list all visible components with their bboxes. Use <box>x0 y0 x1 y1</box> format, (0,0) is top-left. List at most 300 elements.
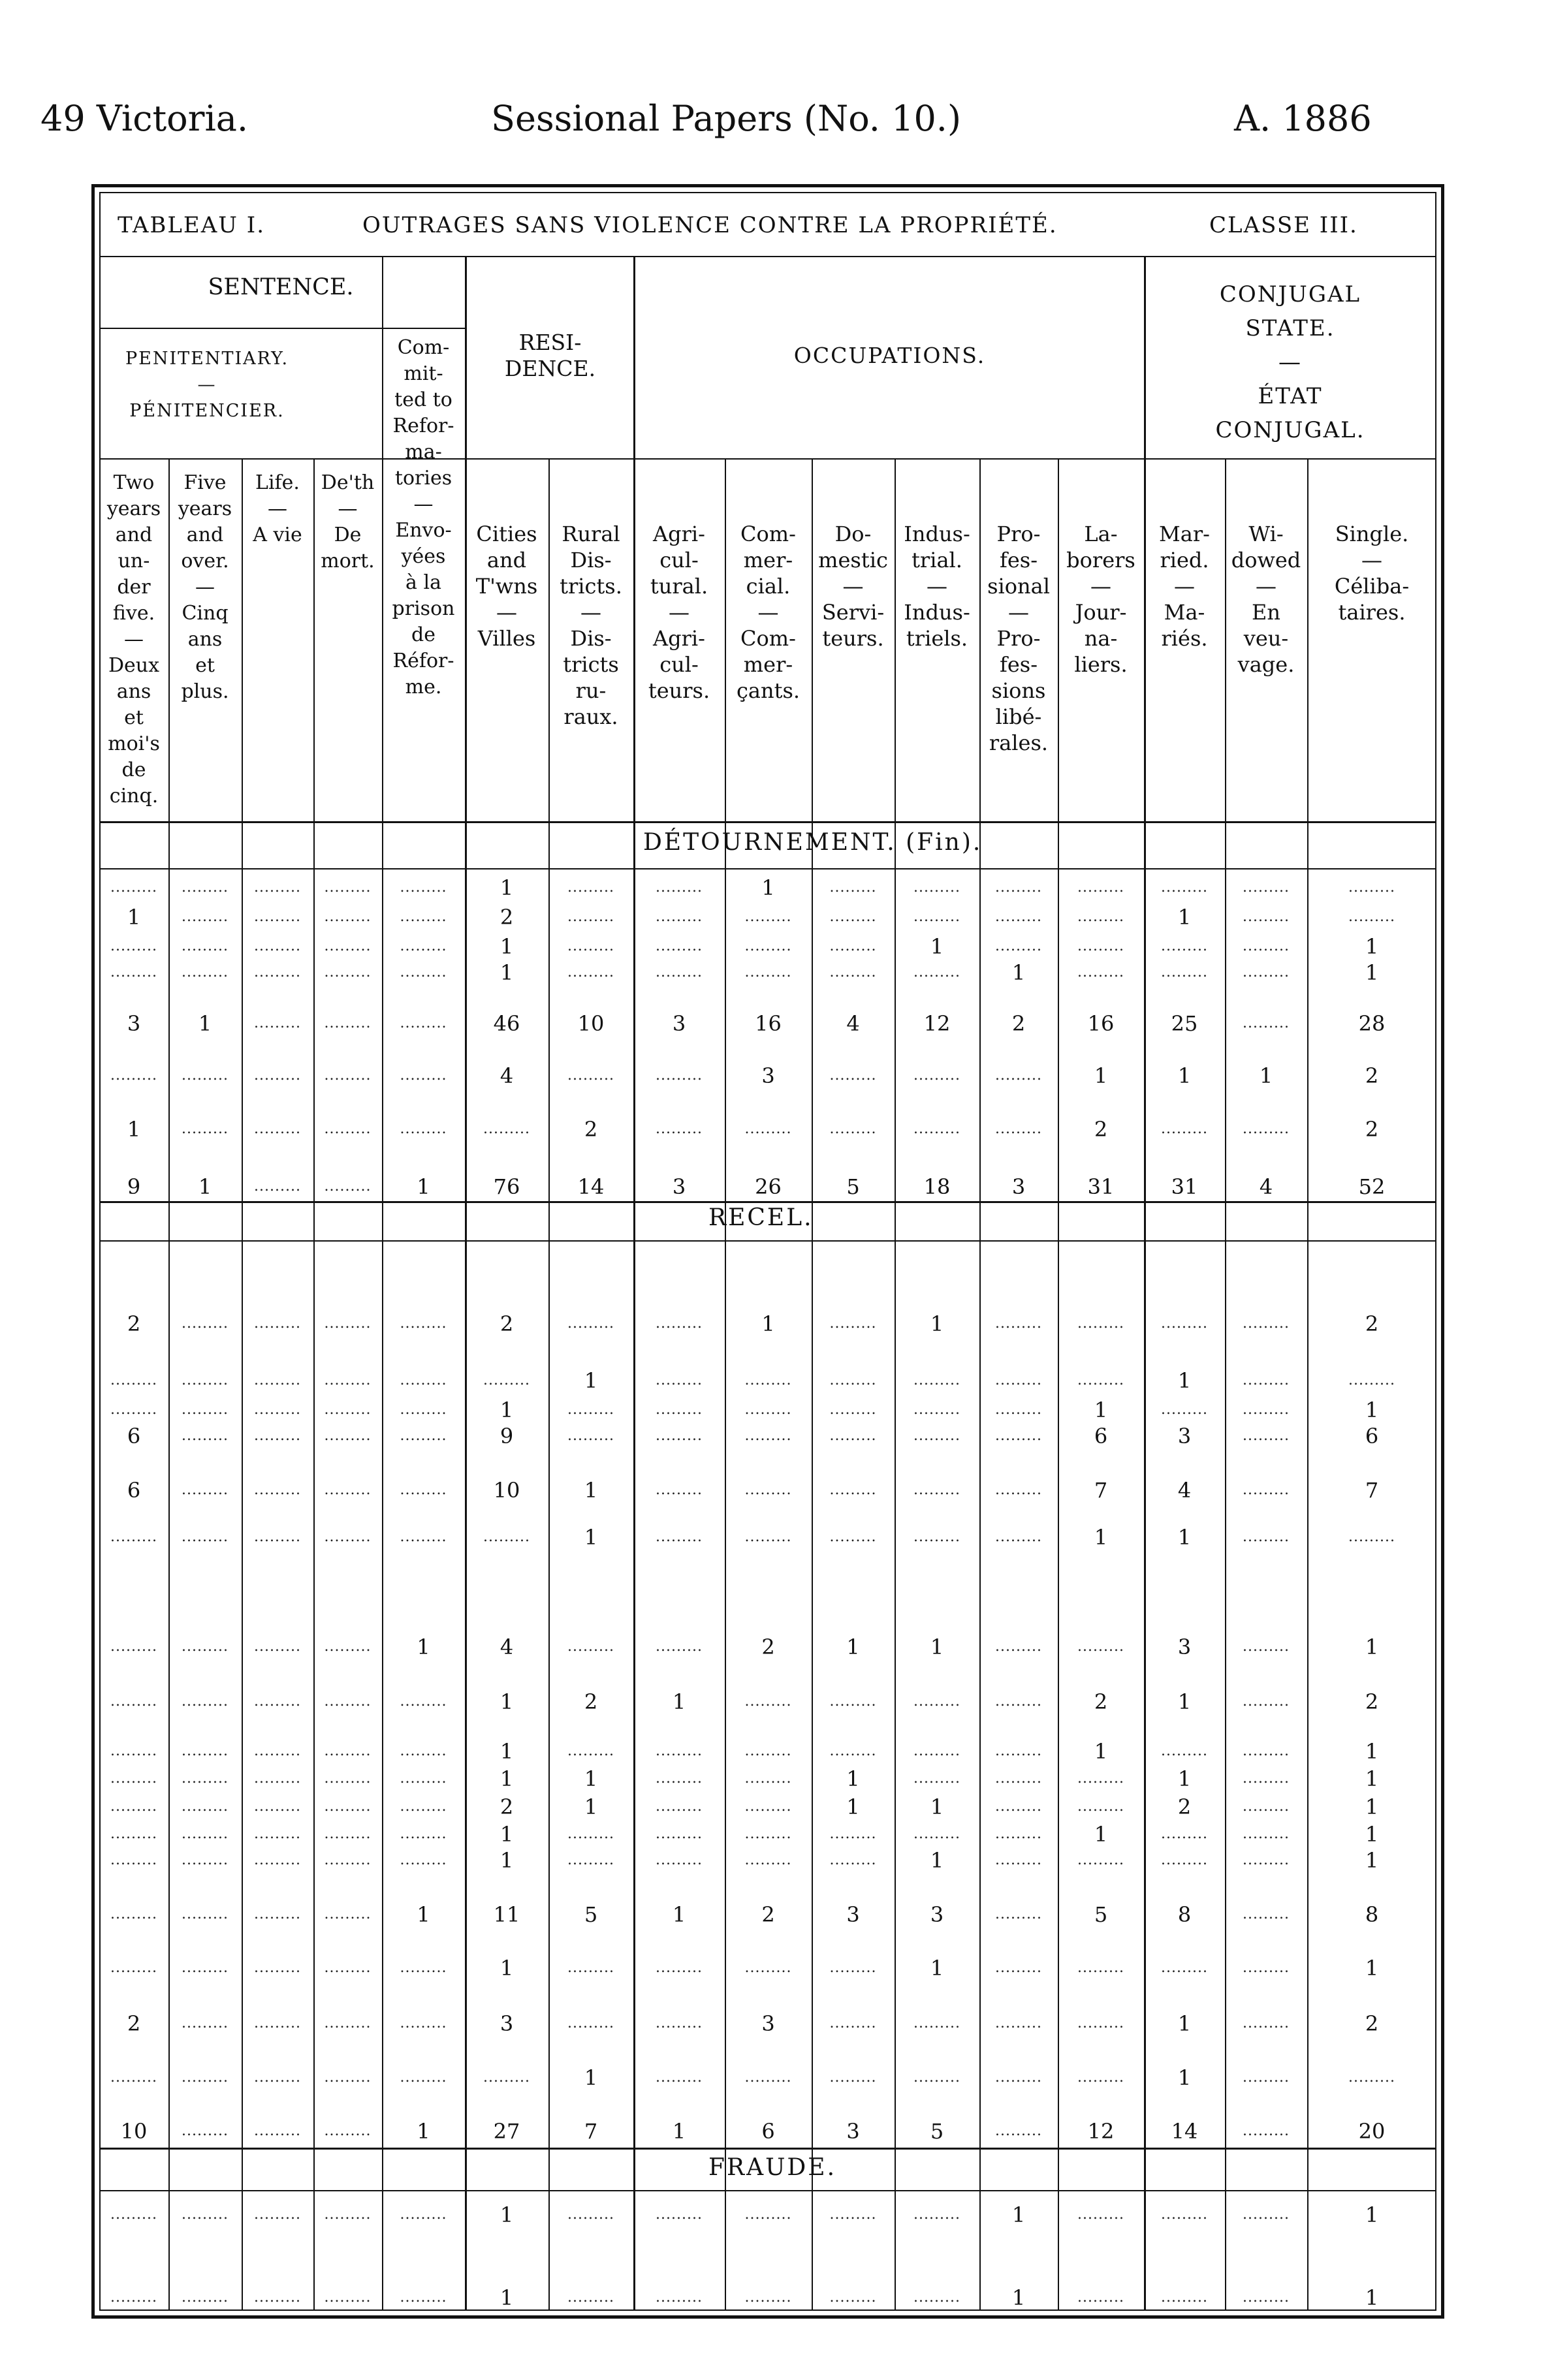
table-cell: ......... <box>567 1743 614 1759</box>
table-cell: ......... <box>744 2206 792 2223</box>
table-cell: ......... <box>567 2206 614 2223</box>
table-cell: ......... <box>182 1482 229 1498</box>
column-rule <box>465 256 467 2311</box>
table-cell: 1 <box>1365 1848 1379 1873</box>
table-cell: 1 <box>1365 1822 1379 1847</box>
table-cell: 1 <box>1094 1525 1108 1550</box>
header-left: 49 Victoria. <box>40 98 249 139</box>
table-cell: 2 <box>1365 1311 1379 1336</box>
table-cell: 10 <box>120 2119 148 2144</box>
table-cell: ......... <box>995 1960 1042 1976</box>
table-cell: 1 <box>417 1902 430 1927</box>
table-cell: ......... <box>744 1482 792 1498</box>
header-right: A. 1886 <box>1234 98 1372 139</box>
column-header-comm: Com- mer- cial. — Com- mer- çants. <box>736 522 801 703</box>
table-cell: ......... <box>324 1826 372 1842</box>
table-cell: 2 <box>1365 1117 1379 1142</box>
table-cell: ......... <box>656 1315 703 1332</box>
table-cell: ......... <box>744 1960 792 1976</box>
table-cell: 1 <box>500 1689 514 1714</box>
table-cell: 6 <box>1365 1424 1379 1448</box>
table-cell: ......... <box>110 2069 157 2086</box>
table-cell: ......... <box>324 1178 372 1195</box>
table-cell: 3 <box>1177 1635 1192 1659</box>
group-penitentiary: PENITENTIARY. — PÉNITENCIER. <box>125 349 289 421</box>
table-cell: ......... <box>254 1826 301 1842</box>
table-cell: ......... <box>567 938 614 954</box>
table-cell: 1 <box>1365 1635 1379 1659</box>
table-cell: ......... <box>656 1960 703 1976</box>
table-cell: ......... <box>110 964 157 980</box>
table-cell: ......... <box>1077 2015 1124 2031</box>
table-cell: ......... <box>254 1529 301 1545</box>
table-cell: ......... <box>254 2069 301 2086</box>
table-cell: ......... <box>656 1067 703 1084</box>
table-cell: ......... <box>324 1372 372 1388</box>
table-cell: 2 <box>1177 1794 1192 1819</box>
column-rule <box>242 458 243 2311</box>
table-cell: ......... <box>913 1770 960 1787</box>
table-cell: ......... <box>110 1693 157 1710</box>
table-cell: 1 <box>761 1311 775 1336</box>
table-cell: ......... <box>744 1121 792 1137</box>
table-cell: 6 <box>127 1478 141 1503</box>
table-cell: 1 <box>1365 934 1379 959</box>
table-cell: ......... <box>182 2069 229 2086</box>
table-cell: ......... <box>254 909 301 925</box>
table-cell: ......... <box>995 1693 1042 1710</box>
table-cell: ......... <box>324 1798 372 1815</box>
table-cell: ......... <box>254 1372 301 1388</box>
table-cell: ......... <box>1243 2206 1290 2223</box>
table-cell: ......... <box>324 1960 372 1976</box>
table-cell: ......... <box>829 1401 877 1418</box>
table-cell: ......... <box>1243 1401 1290 1418</box>
column-rule <box>633 256 635 2311</box>
table-cell: ......... <box>995 1826 1042 1842</box>
table-cell: ......... <box>913 1693 960 1710</box>
table-cell: ......... <box>744 1529 792 1545</box>
table-cell: 1 <box>1365 2202 1379 2227</box>
table-cell: 18 <box>923 1174 951 1199</box>
table-cell: 1 <box>930 1635 944 1659</box>
table-cell: 3 <box>1011 1174 1026 1199</box>
table-cell: ......... <box>995 938 1042 954</box>
table-cell: ......... <box>567 1428 614 1444</box>
table-cell: ......... <box>110 2206 157 2223</box>
table-cell: 5 <box>584 1902 598 1927</box>
table-cell: 2 <box>1365 2011 1379 2036</box>
table-cell: ......... <box>1348 2069 1395 2086</box>
table-cell: 3 <box>846 1902 860 1927</box>
table-cell: 2 <box>500 905 514 930</box>
table-cell: ......... <box>324 1770 372 1787</box>
group-occupations: OCCUPATIONS. <box>793 343 986 368</box>
table-cell: ......... <box>254 2206 301 2223</box>
table-cell: 10 <box>493 1478 520 1503</box>
table-cell: 5 <box>846 1174 860 1199</box>
table-cell: ......... <box>829 1826 877 1842</box>
table-cell: 1 <box>1365 1766 1379 1791</box>
table-cell: 1 <box>930 1956 944 1981</box>
table-cell: ......... <box>1161 1743 1208 1759</box>
table-cell: 1 <box>1011 2285 1026 2310</box>
table-cell: ......... <box>1077 2289 1124 2306</box>
table-cell: ......... <box>110 1770 157 1787</box>
table-cell: ......... <box>110 938 157 954</box>
table-cell: ......... <box>995 1315 1042 1332</box>
table-cell: 1 <box>1177 905 1192 930</box>
table-cell: 2 <box>1011 1011 1026 1036</box>
table-cell: ......... <box>913 1067 960 1084</box>
table-cell: ......... <box>995 2015 1042 2031</box>
table-cell: ......... <box>400 1826 447 1842</box>
rule <box>99 821 1436 823</box>
table-cell: ......... <box>400 1770 447 1787</box>
table-cell: ......... <box>829 1067 877 1084</box>
table-cell: ......... <box>913 2015 960 2031</box>
table-cell: 6 <box>1094 1424 1108 1448</box>
column-header-rural: Rural Dis- tricts. — Dis- tricts ru- raux. <box>560 522 622 729</box>
table-cell: ......... <box>110 1529 157 1545</box>
table-cell: ......... <box>1243 1372 1290 1388</box>
table-cell: 3 <box>761 2011 775 2036</box>
table-cell: ......... <box>254 1067 301 1084</box>
table-cell: ......... <box>254 879 301 896</box>
table-cell: ......... <box>567 2289 614 2306</box>
table-cell: 1 <box>500 934 514 959</box>
table-cell: ......... <box>110 1798 157 1815</box>
table-cell: ......... <box>1077 1372 1124 1388</box>
table-cell: ......... <box>1243 1743 1290 1759</box>
table-cell: ......... <box>1243 879 1290 896</box>
table-cell: ......... <box>1243 2015 1290 2031</box>
table-cell: 1 <box>930 934 944 959</box>
table-cell: ......... <box>913 1372 960 1388</box>
table-cell: ......... <box>483 1372 530 1388</box>
table-cell: ......... <box>829 1372 877 1388</box>
table-cell: 9 <box>500 1424 514 1448</box>
table-cell: ......... <box>829 2289 877 2306</box>
table-cell: 1 <box>417 2119 430 2144</box>
table-cell: ......... <box>182 938 229 954</box>
table-cell: 26 <box>755 1174 782 1199</box>
table-cell: ......... <box>1161 1960 1208 1976</box>
table-cell: ......... <box>656 1770 703 1787</box>
table-cell: ......... <box>1243 1906 1290 1922</box>
table-cell: ......... <box>1243 1015 1290 1031</box>
table-cell: ......... <box>1243 1529 1290 1545</box>
table-cell: ......... <box>1077 1638 1124 1655</box>
table-cell: 1 <box>930 1311 944 1336</box>
table-cell: ......... <box>110 1401 157 1418</box>
table-cell: ......... <box>110 1067 157 1084</box>
table-cell: 1 <box>1365 2285 1379 2310</box>
table-cell: 1 <box>846 1794 860 1819</box>
table-cell: 1 <box>1259 1063 1273 1088</box>
table-cell: ......... <box>656 938 703 954</box>
table-cell: ......... <box>1348 879 1395 896</box>
table-cell: ......... <box>1243 1960 1290 1976</box>
table-cell: ......... <box>182 1826 229 1842</box>
rule <box>99 256 1436 257</box>
table-cell: 1 <box>930 1848 944 1873</box>
table-cell: ......... <box>400 938 447 954</box>
table-cell: 1 <box>500 2285 514 2310</box>
table-cell: ......... <box>1243 964 1290 980</box>
table-cell: ......... <box>744 1743 792 1759</box>
table-cell: ......... <box>829 2015 877 2031</box>
table-cell: ......... <box>400 879 447 896</box>
table-cell: 1 <box>1365 1794 1379 1819</box>
table-cell: ......... <box>913 2069 960 2086</box>
table-cell: 6 <box>127 1424 141 1448</box>
table-cell: 1 <box>1177 1368 1192 1393</box>
table-cell: ......... <box>1077 1770 1124 1787</box>
table-cell: ......... <box>567 1067 614 1084</box>
table-cell: ......... <box>656 879 703 896</box>
table-cell: 27 <box>493 2119 520 2144</box>
table-cell: ......... <box>324 909 372 925</box>
table-cell: ......... <box>656 1401 703 1418</box>
table-cell: 16 <box>1087 1011 1115 1036</box>
table-cell: ......... <box>1161 938 1208 954</box>
table-cell: ......... <box>110 1743 157 1759</box>
table-cell: ......... <box>110 1638 157 1655</box>
table-cell: 1 <box>500 1766 514 1791</box>
table-cell: ......... <box>656 2289 703 2306</box>
table-cell: 1 <box>1094 1822 1108 1847</box>
column-rule <box>382 256 383 2311</box>
table-cell: ......... <box>254 1121 301 1137</box>
table-cell: ......... <box>400 2015 447 2031</box>
table-cell: ......... <box>913 2206 960 2223</box>
table-cell: ......... <box>254 1906 301 1922</box>
column-header-five: Five years and over. — Cinq ans et plus. <box>178 471 232 703</box>
table-cell: 1 <box>1365 1398 1379 1422</box>
table-cell: ......... <box>400 2069 447 2086</box>
table-cell: 3 <box>672 1011 686 1036</box>
table-cell: ......... <box>1243 1428 1290 1444</box>
column-header-dom: Do- mestic — Servi- teurs. <box>818 522 888 651</box>
table-cell: 1 <box>584 2065 598 2090</box>
rule <box>99 458 1436 460</box>
table-cell: ......... <box>1348 1529 1395 1545</box>
table-cell: 12 <box>1087 2119 1115 2144</box>
table-cell: ......... <box>324 1067 372 1084</box>
table-cell: ......... <box>829 964 877 980</box>
table-cell: ......... <box>400 1067 447 1084</box>
table-cell: 3 <box>500 2011 514 2036</box>
table-cell: ......... <box>254 964 301 980</box>
table-cell: ......... <box>254 1315 301 1332</box>
table-cell: ......... <box>829 1693 877 1710</box>
table-cell: ......... <box>400 2206 447 2223</box>
table-cell: ......... <box>254 1693 301 1710</box>
table-title: OUTRAGES SANS VIOLENCE CONTRE LA PROPRIÉTÉ. <box>362 212 1058 238</box>
table-cell: ......... <box>1348 909 1395 925</box>
table-cell: 1 <box>1094 1398 1108 1422</box>
table-cell: ......... <box>324 2289 372 2306</box>
table-cell: ......... <box>182 1906 229 1922</box>
table-cell: ......... <box>1243 938 1290 954</box>
table-cell: 4 <box>1259 1174 1273 1199</box>
header-center: Sessional Papers (No. 10.) <box>491 98 962 139</box>
table-cell: ......... <box>656 2069 703 2086</box>
table-cell: ......... <box>1161 2206 1208 2223</box>
table-cell: 2 <box>1094 1117 1108 1142</box>
table-cell: ......... <box>324 2015 372 2031</box>
table-cell: ......... <box>913 2289 960 2306</box>
table-cell: ......... <box>254 1960 301 1976</box>
table-cell: ......... <box>995 1638 1042 1655</box>
table-cell: 1 <box>584 1368 598 1393</box>
table-cell: ......... <box>1077 938 1124 954</box>
table-cell: ......... <box>182 1428 229 1444</box>
table-cell: ......... <box>324 2123 372 2139</box>
table-cell: ......... <box>1161 879 1208 896</box>
table-cell: ......... <box>324 2069 372 2086</box>
section-fraude: FRAUDE. <box>708 2154 837 2181</box>
table-cell: 5 <box>930 2119 944 2144</box>
rule <box>99 1240 1436 1242</box>
table-cell: ......... <box>829 1743 877 1759</box>
table-cell: ......... <box>110 1826 157 1842</box>
table-cell: ......... <box>913 964 960 980</box>
table-cell: ......... <box>254 1482 301 1498</box>
table-cell: ......... <box>656 2015 703 2031</box>
column-rule <box>1058 458 1059 2311</box>
table-cell: ......... <box>254 1015 301 1031</box>
table-cell: ......... <box>254 2123 301 2139</box>
table-cell: ......... <box>182 1638 229 1655</box>
table-cell: 4 <box>1177 1478 1192 1503</box>
table-cell: ......... <box>1243 1826 1290 1842</box>
table-cell: ......... <box>182 1960 229 1976</box>
table-cell: ......... <box>182 879 229 896</box>
table-cell: ......... <box>656 1798 703 1815</box>
table-cell: 1 <box>1177 1063 1192 1088</box>
table-cell: 1 <box>1011 960 1026 985</box>
column-rule <box>812 458 813 2311</box>
table-cell: ......... <box>400 1372 447 1388</box>
table-cell: ......... <box>1077 1315 1124 1332</box>
table-cell: ......... <box>110 879 157 896</box>
table-cell: ......... <box>1243 2069 1290 2086</box>
table-cell: 12 <box>923 1011 951 1036</box>
table-cell: ......... <box>656 909 703 925</box>
table-cell: ......... <box>400 1852 447 1868</box>
table-cell: ......... <box>483 2069 530 2086</box>
table-cell: ......... <box>400 1015 447 1031</box>
table-cell: ......... <box>744 2069 792 2086</box>
table-cell: ......... <box>182 2206 229 2223</box>
table-cell: ......... <box>995 2069 1042 2086</box>
table-cell: ......... <box>656 1638 703 1655</box>
column-rule <box>313 458 315 2311</box>
table-cell: 5 <box>1094 1902 1108 1927</box>
table-cell: ......... <box>744 1428 792 1444</box>
table-cell: ......... <box>656 964 703 980</box>
table-cell: ......... <box>744 1693 792 1710</box>
table-cell: ......... <box>829 879 877 896</box>
table-cell: ......... <box>1077 964 1124 980</box>
table-cell: ......... <box>995 1852 1042 1868</box>
table-cell: ......... <box>182 2123 229 2139</box>
table-cell: ......... <box>1243 2123 1290 2139</box>
table-cell: ......... <box>913 879 960 896</box>
group-conjugal: CONJUGAL STATE. — ÉTAT CONJUGAL. <box>1215 281 1365 443</box>
table-cell: 1 <box>500 1739 514 1764</box>
table-cell: ......... <box>829 1428 877 1444</box>
column-rule <box>1307 458 1308 2311</box>
table-cell: ......... <box>1161 964 1208 980</box>
table-cell: ......... <box>182 2015 229 2031</box>
table-cell: ......... <box>744 1852 792 1868</box>
column-rule <box>725 458 726 2311</box>
table-cell: ......... <box>110 1906 157 1922</box>
table-cell: 1 <box>500 2202 514 2227</box>
table-cell: 1 <box>1094 1063 1108 1088</box>
table-cell: 2 <box>761 1635 775 1659</box>
table-cell: ......... <box>254 1638 301 1655</box>
column-rule <box>979 458 981 2311</box>
table-cell: ......... <box>567 1852 614 1868</box>
table-cell: ......... <box>182 2289 229 2306</box>
table-cell: 25 <box>1171 1011 1198 1036</box>
table-cell: ......... <box>913 1743 960 1759</box>
table-cell: ......... <box>995 2123 1042 2139</box>
table-cell: ......... <box>656 1428 703 1444</box>
table-cell: ......... <box>1243 1315 1290 1332</box>
column-header-agri: Agri- cul- tural. — Agri- cul- teurs. <box>648 522 710 703</box>
table-cell: ......... <box>567 909 614 925</box>
table-cell: ......... <box>400 1529 447 1545</box>
table-cell: ......... <box>324 1906 372 1922</box>
table-cell: ......... <box>829 909 877 925</box>
table-cell: 2 <box>761 1902 775 1927</box>
table-cell: 6 <box>761 2119 775 2144</box>
table-cell: ......... <box>1243 909 1290 925</box>
table-cell: ......... <box>324 1015 372 1031</box>
table-cell: 1 <box>584 1478 598 1503</box>
table-cell: 2 <box>1365 1689 1379 1714</box>
table-cell: ......... <box>656 1852 703 1868</box>
table-cell: 2 <box>584 1117 598 1142</box>
table-cell: ......... <box>913 1529 960 1545</box>
table-cell: 14 <box>1171 2119 1198 2144</box>
table-cell: ......... <box>913 1482 960 1498</box>
table-cell: 52 <box>1358 1174 1386 1199</box>
table-cell: 14 <box>577 1174 605 1199</box>
table-cell: 1 <box>1365 1739 1379 1764</box>
table-cell: ......... <box>182 909 229 925</box>
table-cell: ......... <box>400 1121 447 1137</box>
table-cell: ......... <box>829 1315 877 1332</box>
table-cell: ......... <box>656 1121 703 1137</box>
table-cell: ......... <box>829 2206 877 2223</box>
table-cell: 7 <box>1365 1478 1379 1503</box>
table-cell: ......... <box>744 2289 792 2306</box>
column-header-cities: Cities and T'wns — Villes <box>475 522 538 651</box>
table-cell: ......... <box>182 964 229 980</box>
table-cell: ......... <box>995 1401 1042 1418</box>
table-cell: 1 <box>127 1117 141 1142</box>
table-cell: 11 <box>493 1902 520 1927</box>
table-cell: ......... <box>182 1529 229 1545</box>
table-cell: ......... <box>1243 2289 1290 2306</box>
table-cell: ......... <box>1243 1638 1290 1655</box>
